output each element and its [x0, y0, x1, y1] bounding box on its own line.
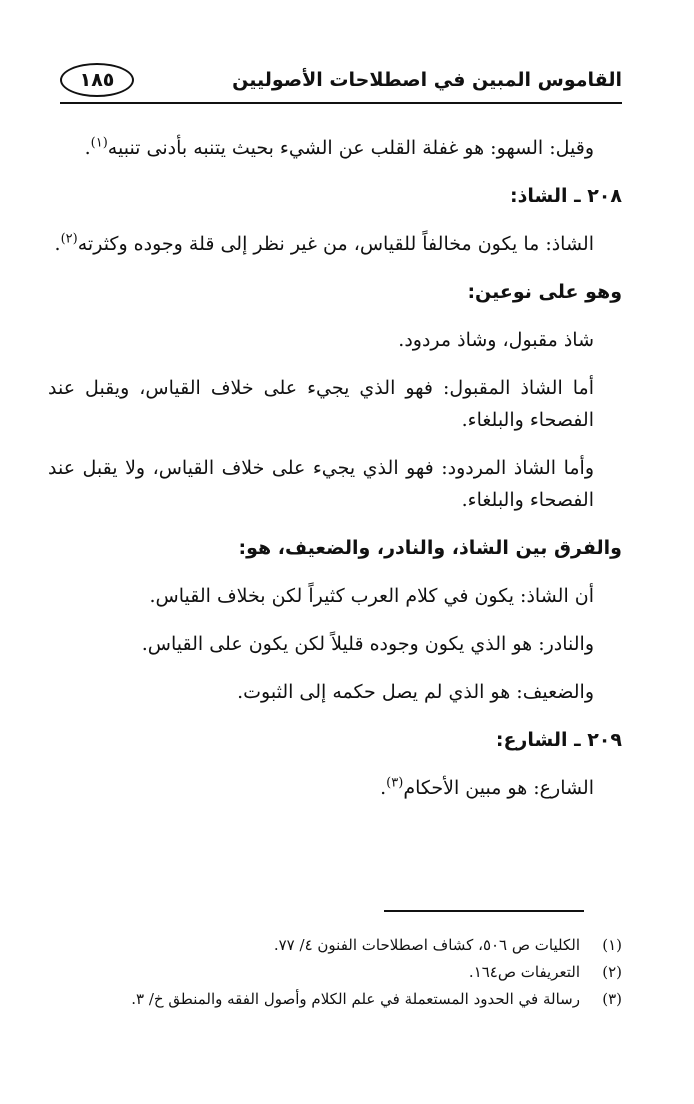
paragraph-accepted-shadh: أما الشاذ المقبول: فهو الذي يجيء على خلاف القياس، ويقبل عند الفصحاء والبلغاء.: [48, 377, 594, 431]
paragraph-text: الشارع: هو مبين الأحكام: [403, 777, 594, 799]
footnote-ref-3: (٣): [386, 775, 404, 791]
paragraph-sahw: وقيل: السهو: هو غفلة القلب عن الشيء بحيث يتنبه بأدنى تنبيه$^{(١)}$.: [84, 135, 594, 159]
footnote-text: الكليات ص ٥٠٦، كشاف اصطلاحات الفنون ٤/ ٧٧.: [273, 936, 580, 954]
paragraph-daif-diff: والضعيف: هو الذي لم يصل حكمه إلى الثبوت.: [237, 681, 594, 703]
paragraph-two-types: وهو على نوعين:: [467, 281, 622, 303]
paragraph-shadh-diff: أن الشاذ: يكون في كلام العرب كثيراً لكن بخلاف القياس.: [149, 585, 594, 607]
footnote-number: (٣): [602, 990, 622, 1008]
footnote-ref-1: (١): [90, 135, 108, 151]
paragraph-shadh-definition: الشاذ: ما يكون مخالفاً للقياس، من غير نظر إلى قلة وجوده وكثرته$^{(٢)}$.: [54, 231, 594, 255]
footnote-text: رسالة في الحدود المستعملة في علم الكلام وأصول الفقه والمنطق خ/ ٣.: [131, 990, 580, 1008]
footnote-number: (١): [602, 936, 622, 954]
section-heading-209: ٢٠٩ ـ الشارع:: [495, 729, 622, 751]
page-header: [60, 58, 622, 102]
paragraph-rejected-shadh: وأما الشاذ المردود: فهو الذي يجيء على خلاف القياس، ولا يقبل عند الفصحاء والبلغاء.: [48, 457, 594, 511]
paragraph-types-list: شاذ مقبول، وشاذ مردود.: [398, 329, 594, 351]
footnote-text: التعريفات ص١٦٤.: [468, 963, 580, 981]
paragraph-sharia-definition: الشارع: هو مبين الأحكام$^{(٣)}$.: [380, 775, 594, 799]
paragraph-text: وقيل: السهو: هو غفلة القلب عن الشيء بحيث يتنبه بأدنى تنبيه: [107, 137, 594, 159]
section-heading-208: ٢٠٨ ـ الشاذ:: [510, 185, 622, 207]
footnote-ref-2: (٢): [60, 231, 78, 247]
footnote-separator: [384, 910, 584, 912]
footnotes: [48, 932, 622, 1013]
footnote-number: (٢): [602, 963, 622, 981]
main-text: [48, 132, 622, 820]
paragraph-difference-heading: والفرق بين الشاذ، والنادر، والضعيف، هو:: [238, 537, 622, 559]
footnote-item: [48, 986, 622, 1013]
footnote-item: [48, 959, 622, 986]
paragraph-nadir-diff: والنادر: هو الذي يكون وجوده قليلاً لكن يكون على القياس.: [141, 633, 594, 655]
page-number: ١٨٥: [60, 63, 134, 97]
footnote-item: [48, 932, 622, 959]
header-rule: [60, 102, 622, 104]
running-title: القاموس المبين في اصطلاحات الأصوليين: [232, 69, 622, 91]
paragraph-text: الشاذ: ما يكون مخالفاً للقياس، من غير نظر إلى قلة وجوده وكثرته: [77, 233, 594, 255]
